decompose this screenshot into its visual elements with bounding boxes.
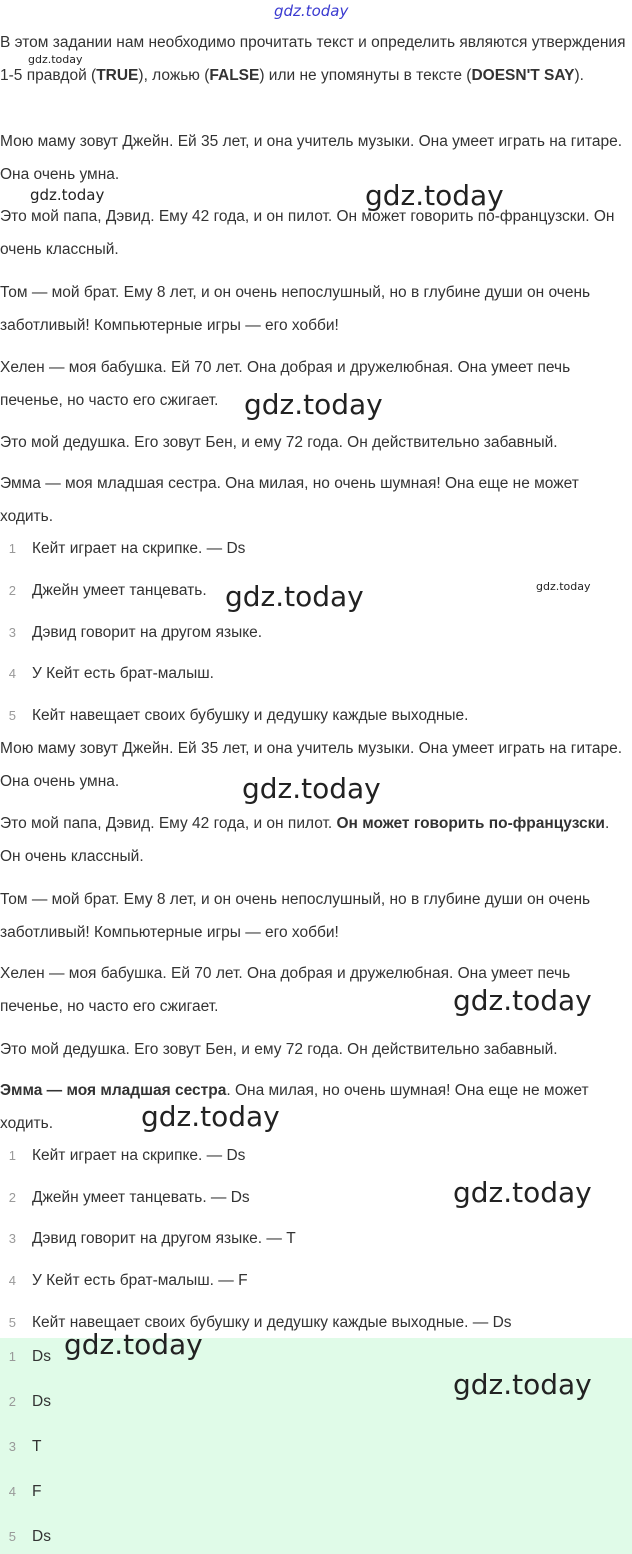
watermark-top: gdz.today — [274, 2, 349, 20]
watermark: gdz.today — [64, 1328, 203, 1361]
text-paragraph: Хелен — моя бабушка. Ей 70 лет. Она добрая и дружелюбная. Она умеет печь печенье, но часто его сжигает. — [0, 359, 571, 409]
text-paragraph: Это мой папа, Дэвид. Ему 42 года, и он пилот. Он может говорить по-французски. Он очень классный. — [0, 815, 610, 865]
list-item: 5 Кейт навещает своих бубушку и дедушку каждые выходные. — Ds — [8, 1314, 512, 1331]
text-paragraph: Мою маму зовут Джейн. Ей 35 лет, и она учитель музыки. Она умеет играть на гитаре. Она очень умна. — [0, 740, 623, 790]
answer-item: 4 F — [8, 1483, 42, 1500]
answer-item: 2 Ds — [8, 1393, 51, 1410]
watermark: gdz.today — [141, 1100, 280, 1133]
watermark: gdz.today — [225, 580, 364, 613]
watermark: gdz.today — [28, 53, 83, 66]
list-item: 1 Кейт играет на скрипке. — Ds — [8, 540, 246, 557]
list-item: 5 Кейт навещает своих бубушку и дедушку каждые выходные. — [8, 707, 469, 724]
answer-item: 5 Ds — [8, 1528, 51, 1545]
watermark: gdz.today — [30, 186, 105, 204]
text-paragraph: Мою маму зовут Джейн. Ей 35 лет, и она учитель музыки. Она умеет играть на гитаре. Она очень умна. — [0, 133, 623, 183]
text-paragraph: Хелен — моя бабушка. Ей 70 лет. Она добрая и дружелюбная. Она умеет печь печенье, но часто его сжигает. — [0, 965, 571, 1015]
list-item: 2 Джейн умеет танцевать. — [8, 582, 207, 599]
list-item: 2 Джейн умеет танцевать. — Ds — [8, 1189, 250, 1206]
watermark: gdz.today — [365, 179, 504, 212]
text-paragraph: Эмма — моя младшая сестра. Она милая, но очень шумная! Она еще не может ходить. — [0, 1082, 589, 1132]
watermark: gdz.today — [242, 772, 381, 805]
intro-paragraph: В этом задании нам необходимо прочитать текст и определить являются утверждения 1-5 правдой (TRUE), ложью (FALSE) или не упомянуты в тексте (DOESN'T SAY). — [0, 34, 626, 84]
watermark: gdz.today — [453, 1368, 592, 1401]
list-item: 4 У Кейт есть брат-малыш. — [8, 665, 214, 682]
watermark: gdz.today — [453, 984, 592, 1017]
list-item: 3 Дэвид говорит на другом языке. — [8, 624, 263, 641]
text-paragraph: Это мой дедушка. Его зовут Бен, и ему 72 года. Он действительно забавный. — [0, 434, 558, 451]
list-item: 1 Кейт играет на скрипке. — Ds — [8, 1147, 246, 1164]
watermark: gdz.today — [453, 1176, 592, 1209]
answer-item: 1 Ds — [8, 1348, 51, 1365]
watermark: gdz.today — [244, 388, 383, 421]
list-item: 4 У Кейт есть брат-малыш. — F — [8, 1272, 248, 1289]
text-paragraph: Эмма — моя младшая сестра. Она милая, но очень шумная! Она еще не может ходить. — [0, 475, 579, 525]
answer-item: 3 T — [8, 1438, 42, 1455]
text-paragraph: Это мой дедушка. Его зовут Бен, и ему 72 года. Он действительно забавный. — [0, 1041, 558, 1058]
watermark: gdz.today — [536, 580, 591, 593]
answer-block — [0, 1328, 632, 1554]
list-item: 3 Дэвид говорит на другом языке. — T — [8, 1230, 296, 1247]
text-paragraph: Это мой папа, Дэвид. Ему 42 года, и он пилот. Он может говорить по-французски. Он очень классный. — [0, 208, 615, 258]
text-paragraph: Том — мой брат. Ему 8 лет, и он очень непослушный, но в глубине души он очень заботливый! Компьютерные игры — его хобби! — [0, 891, 591, 941]
text-paragraph: Том — мой брат. Ему 8 лет, и он очень непослушный, но в глубине души он очень заботливый! Компьютерные игры — его хобби! — [0, 284, 591, 334]
